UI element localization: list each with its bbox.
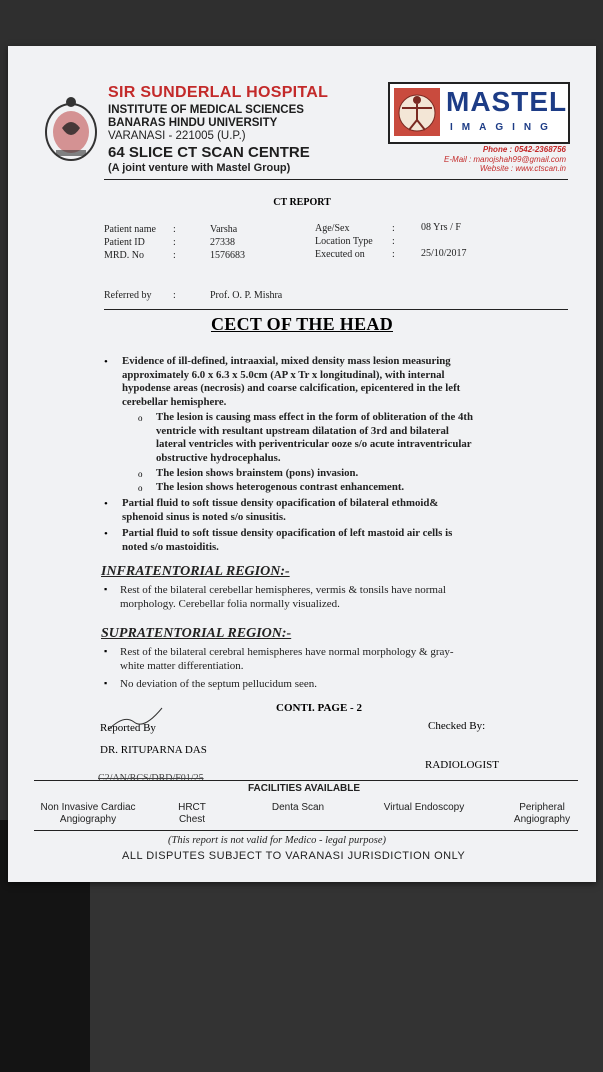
facility-peripheral-angiography: Peripheral Angiography — [513, 802, 571, 825]
finding-3: Partial fluid to soft tissue density opacification of left mastoid air cells is noted s/o mastoiditis. — [122, 527, 453, 553]
age-sex-label: Age/Sex — [315, 223, 350, 234]
bullet-square: ▪ — [104, 678, 108, 688]
facilities-divider — [34, 780, 578, 781]
university-line: BANARAS HINDU UNIVERSITY — [108, 117, 278, 129]
colon: : — [173, 224, 176, 235]
sub-finding-3: The lesion shows heterogenous contrast enhancement. — [156, 481, 405, 493]
colon: : — [392, 236, 395, 247]
referred-by-value: Prof. O. P. Mishra — [210, 290, 283, 301]
contact-email: E-Mail : manojshah99@gmail.com — [444, 155, 566, 164]
bhu-emblem-icon — [42, 88, 100, 166]
mrd-value: 1576683 — [210, 250, 245, 261]
facility-cardiac-angiography: Non Invasive Cardiac Angiography — [40, 802, 136, 825]
bullet-square: ▪ — [104, 584, 108, 594]
info-divider — [104, 309, 568, 310]
sub-bullet-circle: o — [138, 483, 143, 493]
patient-name-value: Varsha — [210, 224, 238, 235]
colon: : — [392, 249, 395, 260]
checked-by-label: Checked By: — [428, 720, 486, 732]
header-divider — [104, 179, 568, 180]
colon: : — [173, 290, 176, 301]
patient-id-label: Patient ID — [104, 237, 145, 248]
bullet-dot: • — [104, 356, 108, 368]
vitruvian-man-icon — [394, 88, 440, 136]
location-type-label: Location Type — [315, 236, 373, 247]
joint-venture-note: (A joint venture with Mastel Group) — [108, 162, 291, 174]
referred-by-label: Referred by — [104, 290, 152, 301]
form-code: C2/AN/RCS/DRD/F01/25 — [98, 773, 204, 784]
reported-by-label: Reported By — [100, 722, 156, 734]
sub-bullet-circle: o — [138, 469, 143, 479]
bullet-square: ▪ — [104, 646, 108, 656]
mrd-label: MRD. No — [104, 250, 145, 261]
continued-page: CONTI. PAGE - 2 — [276, 702, 362, 714]
facility-hrct-chest: HRCT Chest — [178, 802, 206, 825]
table-surface — [0, 880, 603, 1072]
infratentorial-heading: INFRATENTORIAL REGION:- — [101, 564, 290, 579]
colon: : — [173, 237, 176, 248]
bullet-dot: • — [104, 498, 108, 510]
legal-disclaimer: (This report is not valid for Medico - legal purpose) — [168, 835, 387, 846]
supratentorial-text-1: Rest of the bilateral cerebral hemispheres have normal morphology & gray- white matter differentiation. — [120, 646, 454, 672]
patient-name-label: Patient name — [104, 224, 156, 235]
executed-on-value: 25/10/2017 — [421, 248, 467, 259]
doctor-name: DR. RITUPARNA DAS — [100, 744, 207, 756]
facility-denta-scan: Denta Scan — [271, 802, 325, 813]
imaging-tagline: IMAGING — [450, 122, 557, 133]
contact-website: Website : www.ctscan.in — [479, 164, 566, 173]
colon: : — [173, 250, 176, 261]
disclaimer-divider — [34, 830, 578, 831]
sub-finding-2: The lesion shows brainstem (pons) invasion. — [156, 467, 359, 479]
hospital-name: SIR SUNDERLAL HOSPITAL — [108, 84, 329, 101]
colon: : — [392, 223, 395, 234]
sub-finding-1: The lesion is causing mass effect in the form of obliteration of the 4th ventricle with resultant upstream dilatation of 3rd and bilateral lateral ventricles with periventricular ooze s/o acute intraventricular obstructive hydrocephalus. — [156, 411, 473, 464]
radiologist-label: RADIOLOGIST — [425, 759, 499, 771]
contact-phone: Phone : 0542-2368756 — [482, 145, 566, 154]
report-paper — [8, 46, 596, 882]
age-sex-value: 08 Yrs / F — [421, 222, 461, 233]
infratentorial-text: Rest of the bilateral cerebellar hemispheres, vermis & tonsils have normal morphology. Cerebellar folia normally visualized. — [120, 584, 446, 610]
bullet-dot: • — [104, 528, 108, 540]
supratentorial-text-2: No deviation of the septum pellucidum seen. — [120, 678, 318, 690]
report-type: CT REPORT — [273, 197, 331, 208]
institute-line: INSTITUTE OF MEDICAL SCIENCES — [108, 104, 304, 116]
supratentorial-heading: SUPRATENTORIAL REGION:- — [101, 626, 292, 641]
address-line: VARANASI - 221005 (U.P.) — [108, 130, 246, 142]
finding-1: Evidence of ill-defined, intraaxial, mixed density mass lesion measuring approximately 6.0 x 6.3 x 5.0cm (AP x Tr x longitudinal), with internal hypodense areas (necrosis) and coarse calcification, epicentered in the left cerebellar hemisphere. — [122, 355, 461, 408]
facilities-heading: FACILITIES AVAILABLE — [248, 783, 361, 794]
ct-centre-title: 64 SLICE CT SCAN CENTRE — [108, 144, 310, 161]
patient-id-value: 27338 — [210, 237, 235, 248]
mastel-wordmark: MASTEL — [446, 86, 568, 117]
report-title: CECT OF THE HEAD — [210, 314, 393, 334]
signature-mark — [104, 704, 164, 734]
finding-2: Partial fluid to soft tissue density opacification of bilateral ethmoid& sphenoid sinus is noted s/o sinusitis. — [122, 497, 439, 523]
facility-virtual-endoscopy: Virtual Endoscopy — [383, 802, 465, 813]
jurisdiction-note: ALL DISPUTES SUBJECT TO VARANASI JURISDICTION ONLY — [122, 850, 466, 862]
executed-on-label: Executed on — [315, 249, 365, 260]
sub-bullet-circle: o — [138, 413, 143, 423]
